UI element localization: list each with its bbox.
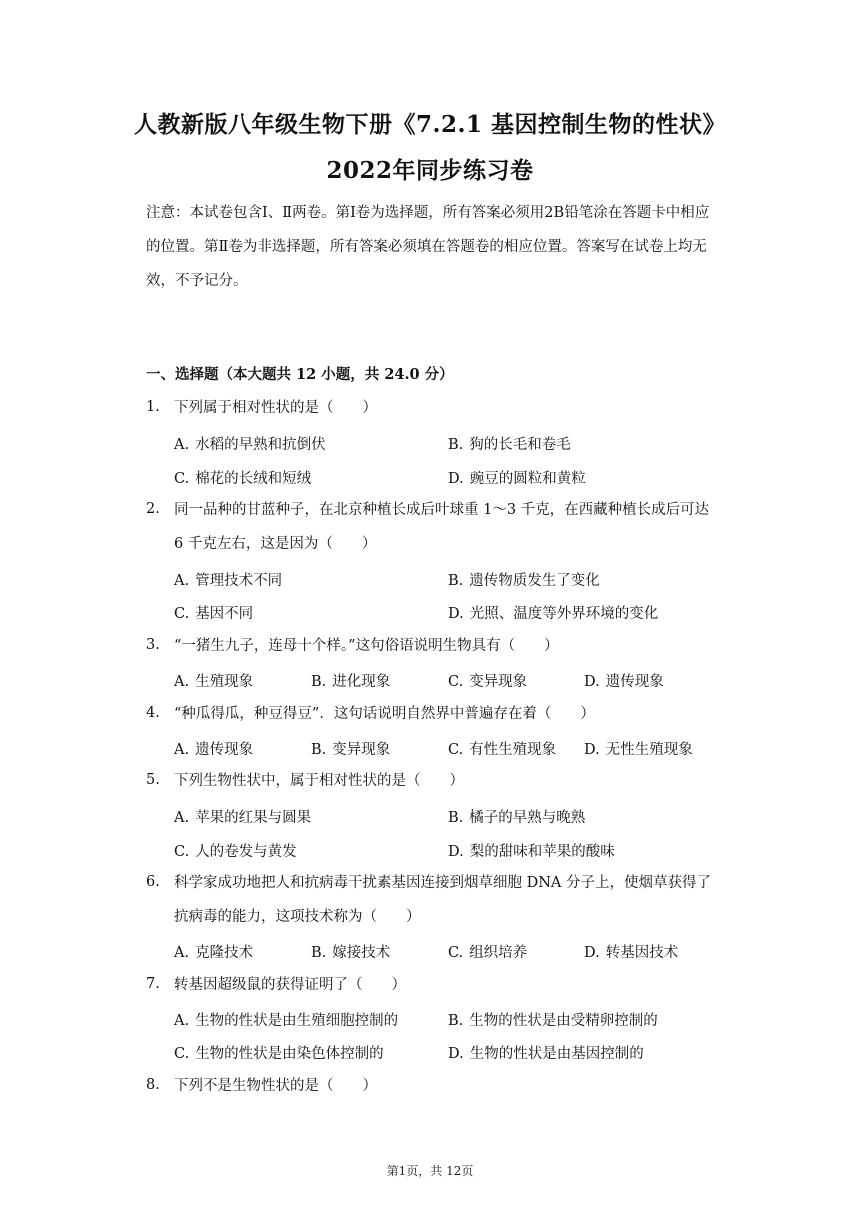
option-letter: D. [584,945,600,961]
option-text: 橘子的早熟与晚熟 [469,810,586,826]
option-b [311,670,390,691]
question-text: 下列属于相对性状的是（ ） [174,400,377,416]
option-text: 转基因技术 [605,945,679,961]
option-text: 光照、温度等外界环境的变化 [469,606,659,622]
option-text: 棉花的长绒和短绒 [195,471,312,487]
exam-notice: 注意：本试卷包含Ⅰ、Ⅱ两卷。第Ⅰ卷为选择题，所有答案必须用2B铅笔涂在答题卡中相应的位置。第Ⅱ卷为非选择题，所有答案必须填在答题卷的相应位置。答案写在试卷上均无效，不予记分。 [146,205,710,289]
option-letter: D. [448,606,464,622]
option-d [584,738,693,759]
option-letter: B. [448,573,464,589]
exam-title-line2: 2022年同步练习卷 [326,157,534,184]
question-number: 4. [146,705,160,721]
option-a [174,433,326,454]
question-number: 2. [146,501,160,517]
option-a [174,806,311,827]
question-text: 科学家成功地把人和抗病毒干扰素基因连接到烟草细胞 DNA 分子上，使烟草获得了抗病毒的能力，这项技术称为（ ） [174,875,711,925]
option-text: 人的卷发与黄发 [195,844,297,860]
option-letter: D. [584,742,600,758]
option-c [174,602,253,623]
option-c [174,840,297,861]
option-c [448,941,527,962]
question-text: 同一品种的甘蓝种子，在北京种植长成后叶球重 1～3 千克，在西藏种植长成后可达 6 千克左右，这是因为（ ） [174,502,710,552]
option-letter: C. [448,945,464,961]
question-number: 6. [146,874,160,890]
option-letter: C. [448,742,464,758]
option-letter: A. [174,742,190,758]
option-text: 生物的性状是由受精卵控制的 [469,1013,658,1029]
option-b [448,1009,658,1030]
option-text: 遗传现象 [605,674,664,690]
question-number: 7. [146,976,160,992]
option-text: 狗的长毛和卷毛 [469,437,571,453]
question-text: 转基因超级鼠的获得证明了（ ） [174,977,406,993]
question-number: 1. [146,399,160,415]
option-text: 有性生殖现象 [469,742,557,758]
option-letter: C. [174,471,190,487]
option-text: 生殖现象 [195,674,254,690]
option-a [174,1009,398,1030]
option-text: 嫁接技术 [332,945,391,961]
option-c [174,467,311,488]
option-text: 变异现象 [469,674,528,690]
option-b [311,738,390,759]
option-text: 生物的性状是由生殖细胞控制的 [195,1013,399,1029]
option-a [174,941,253,962]
option-letter: D. [448,471,464,487]
option-letter: B. [448,437,464,453]
option-letter: A. [174,810,190,826]
question-text: “种瓜得瓜，种豆得豆”．这句话说明自然界中普遍存在着（ ） [174,706,595,722]
option-c [174,1042,384,1063]
option-letter: A. [174,945,190,961]
option-letter: B. [311,945,327,961]
option-text: 生物的性状是由染色体控制的 [195,1046,384,1062]
option-letter: A. [174,573,190,589]
section-title: 一、选择题（本大题共 12 小题，共 24.0 分） [146,366,454,383]
option-text: 基因不同 [195,606,254,622]
option-text: 梨的甜味和苹果的酸味 [469,844,615,860]
option-letter: A. [174,437,190,453]
option-text: 进化现象 [332,674,391,690]
question-number: 5. [146,772,160,788]
option-text: 水稻的早熟和抗倒伏 [195,437,326,453]
option-letter: D. [448,1046,464,1062]
option-b [448,806,585,827]
option-letter: A. [174,1013,190,1029]
option-text: 组织培养 [469,945,528,961]
option-c [448,738,556,759]
question-number: 8. [146,1077,160,1093]
option-d [448,840,615,861]
option-d [448,602,658,623]
option-letter: A. [174,674,190,690]
option-letter: B. [448,1013,464,1029]
option-letter: C. [448,674,464,690]
option-d [584,670,664,691]
option-a [174,738,253,759]
option-letter: C. [174,1046,190,1062]
option-letter: D. [448,844,464,860]
question-text: 下列生物性状中，属于相对性状的是（ ） [174,773,464,789]
question-text: “一猪生九子，连母十个样。”这句俗语说明生物具有（ ） [174,638,559,654]
question-number: 3. [146,637,160,653]
option-text: 克隆技术 [195,945,254,961]
option-letter: B. [311,674,327,690]
option-text: 苹果的红果与圆果 [195,810,312,826]
option-text: 变异现象 [332,742,391,758]
option-text: 遗传物质发生了变化 [469,573,600,589]
option-d [448,467,586,488]
option-text: 豌豆的圆粒和黄粒 [469,471,586,487]
option-text: 管理技术不同 [195,573,283,589]
option-d [448,1042,644,1063]
option-b [311,941,390,962]
option-letter: B. [311,742,327,758]
option-b [448,569,600,590]
option-letter: C. [174,844,190,860]
page-footer: 第1页，共 12页 [386,1164,474,1178]
option-a [174,569,282,590]
option-c [448,670,527,691]
exam-title-line1: 人教新版八年级生物下册《7.2.1 基因控制生物的性状》 [133,111,727,138]
option-a [174,670,253,691]
option-letter: C. [174,606,190,622]
question-text: 下列不是生物性状的是（ ） [174,1078,377,1094]
option-text: 生物的性状是由基因控制的 [469,1046,644,1062]
option-letter: D. [584,674,600,690]
option-d [584,941,678,962]
option-text: 无性生殖现象 [605,742,693,758]
option-text: 遗传现象 [195,742,254,758]
option-b [448,433,571,454]
option-letter: B. [448,810,464,826]
